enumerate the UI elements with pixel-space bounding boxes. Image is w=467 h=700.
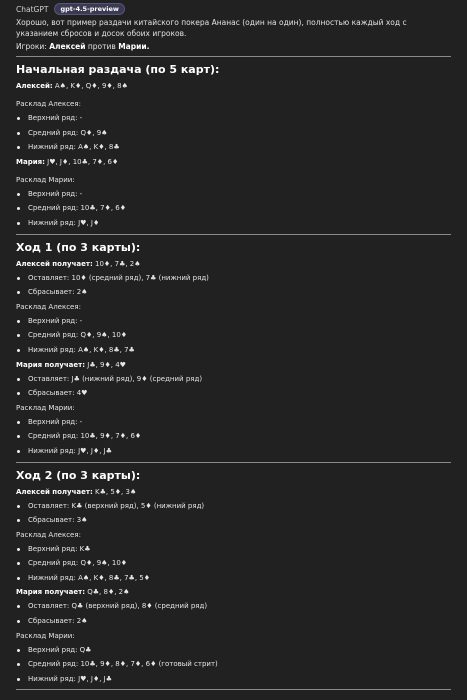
maria-label: Мария: [16, 157, 45, 166]
list-item: Сбрасывает: 3♠ [16, 516, 451, 525]
maria-actions-list [16, 375, 451, 399]
list-item: Средний ряд: Q♦, 9♠, 10♦ [16, 559, 451, 568]
layout-label: Расклад Марии: [16, 175, 75, 184]
list-item: Нижний ряд: J♥, J♦ [16, 219, 451, 228]
list-item: Средний ряд: Q♦, 9♠ [16, 129, 451, 138]
players-vs: против [87, 42, 116, 51]
list-item: Оставляет: 10♦ (средний ряд), 7♣ (нижний ряд) [16, 274, 451, 283]
divider [16, 689, 451, 690]
app-title: ChatGPT [16, 4, 49, 14]
list-item: Средний ряд: 10♣, 9♦, 7♦, 6♦ [16, 432, 451, 441]
list-item: Нижний ряд: J♥, J♦, J♣ [16, 675, 451, 684]
list-item: Сбрасывает: 4♥ [16, 389, 451, 398]
maria-receives [16, 361, 451, 370]
list-item: Нижний ряд: A♠, K♦, 8♣, 7♣ [16, 346, 451, 355]
maria-rows-list [16, 190, 451, 228]
list-item: Сбрасывает: 2♠ [16, 288, 451, 297]
list-item: Верхний ряд: - [16, 190, 451, 199]
alexey-rows-list [16, 545, 451, 583]
cards-text: Q♣, 8♦, 2♠ [87, 588, 130, 597]
layout-label: Расклад Алексея: [16, 530, 81, 539]
list-item: Верхний ряд: Q♣ [16, 646, 451, 655]
layout-label: Расклад Алексея: [16, 302, 81, 311]
cards-text: 10♦, 7♣, 2♠ [95, 259, 141, 268]
cards-text: A♠, K♦, Q♦, 9♦, 8♠ [54, 82, 128, 90]
list-item: Оставляет: J♣ (нижний ряд), 9♦ (средний ряд) [16, 375, 451, 384]
list-item: Верхний ряд: - [16, 114, 451, 123]
layout-label: Расклад Марии: [16, 403, 75, 412]
alexey-actions-list [16, 502, 451, 526]
section-title-turn1: Ход 1 (по 3 карты): [16, 240, 141, 254]
maria-initial-cards [16, 158, 451, 167]
list-item: Средний ряд: Q♦, 9♠, 10♦ [16, 331, 451, 340]
alexey-receives [16, 260, 451, 269]
intro-text: Хорошо, вот пример раздачи китайского покера Ананас (один на один), полностью каждый ход с указанием сбросов и досок обоих игроков. [16, 18, 407, 38]
alexey-actions-list [16, 274, 451, 298]
list-item: Оставляет: K♣ (верхний ряд), 5♦ (нижний ряд) [16, 502, 451, 511]
list-item: Нижний ряд: J♥, J♦, J♣ [16, 447, 451, 456]
cards-text: K♣, 5♦, 3♠ [95, 487, 137, 496]
section-title-turn2: Ход 2 (по 3 карты): [16, 468, 141, 482]
player-1-name: Алексей [49, 42, 86, 51]
list-item: Верхний ряд: K♣ [16, 545, 451, 554]
alexey-rows-list [16, 114, 451, 152]
list-item: Верхний ряд: - [16, 418, 451, 427]
alexey-receives-label: Алексей получает: [16, 487, 93, 496]
list-item: Сбрасывает: 2♠ [16, 617, 451, 626]
divider [16, 56, 451, 57]
maria-rows-list [16, 418, 451, 456]
players-line [16, 42, 451, 51]
section-title-initial: Начальная раздача (по 5 карт): [16, 63, 220, 76]
list-item: Нижний ряд: A♠, K♦, 8♣ [16, 143, 451, 152]
players-label: Игроки: [16, 42, 47, 51]
cards-text: J♣, 9♦, 4♥ [87, 360, 126, 369]
list-item: Средний ряд: 10♣, 9♦, 8♦, 7♦, 6♦ (готовый стрит) [16, 660, 451, 669]
divider [16, 234, 451, 235]
list-item: Средний ряд: 10♣, 7♦, 6♦ [16, 204, 451, 213]
list-item: Верхний ряд: - [16, 317, 451, 326]
cards-text: J♥, J♦, 10♣, 7♦, 6♦ [47, 157, 119, 166]
maria-receives-label: Мария получает: [16, 588, 86, 597]
maria-rows-list [16, 646, 451, 684]
list-item: Оставляет: Q♣ (верхний ряд), 8♦ (средний ряд) [16, 602, 451, 611]
alexey-receives-label: Алексей получает: [16, 259, 93, 268]
maria-receives [16, 588, 451, 597]
list-item: Нижний ряд: A♠, K♦, 8♣, 7♣, 5♦ [16, 574, 451, 583]
alexey-rows-list [16, 317, 451, 355]
maria-actions-list [16, 602, 451, 626]
alexey-label: Алексей: [16, 82, 53, 90]
top-bar [16, 2, 451, 16]
layout-label: Расклад Алексея: [16, 100, 81, 108]
alexey-receives [16, 488, 451, 497]
layout-label: Расклад Марии: [16, 631, 75, 640]
player-2-name: Марии. [118, 42, 150, 51]
model-badge[interactable]: gpt-4.5-preview [54, 3, 124, 15]
alexey-initial-cards [16, 82, 451, 91]
maria-receives-label: Мария получает: [16, 360, 86, 369]
divider [16, 462, 451, 463]
